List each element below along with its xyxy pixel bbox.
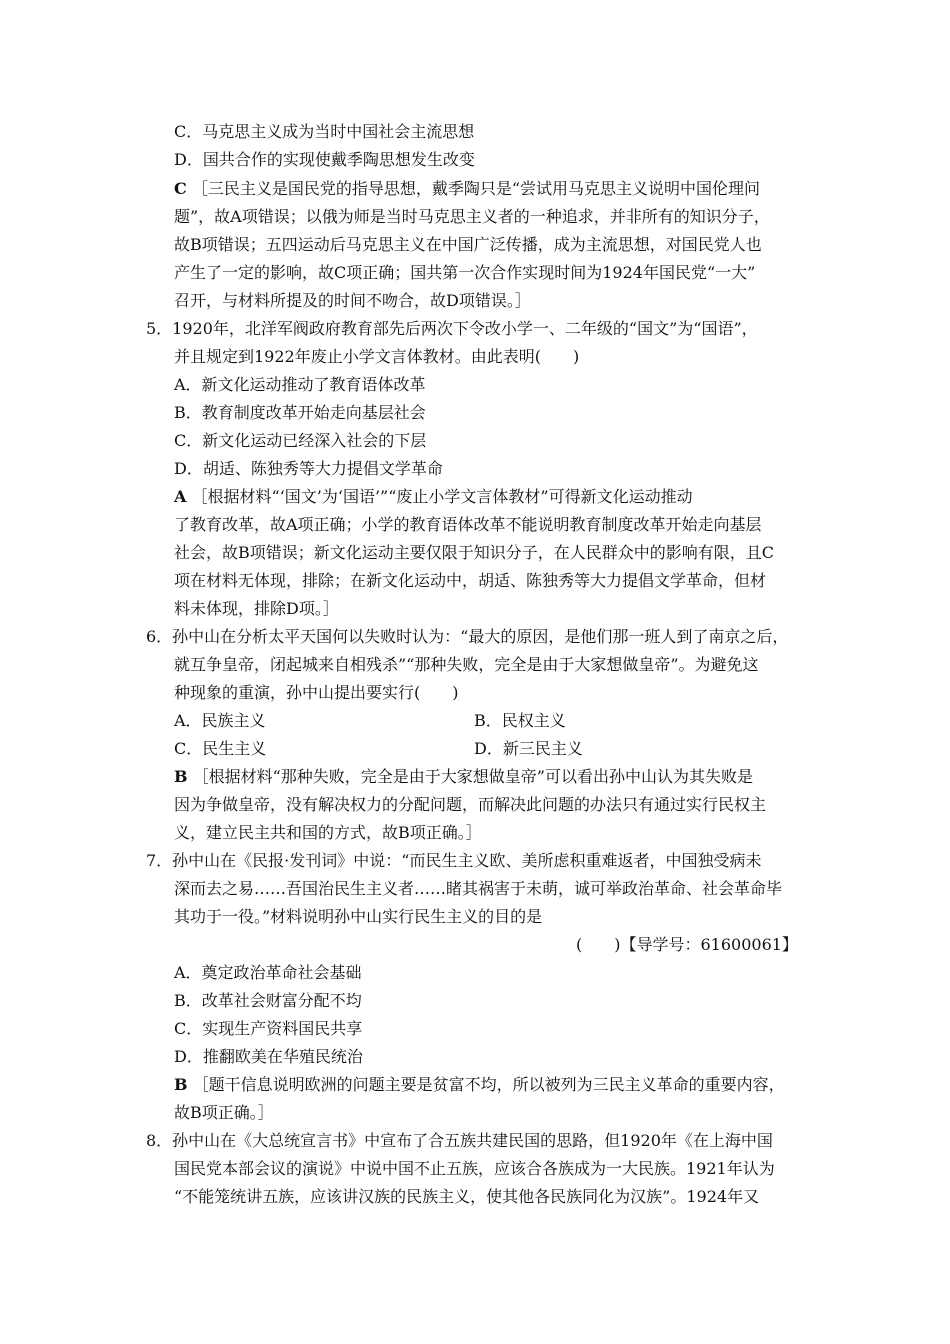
q5-explanation-line-4: 项在材料无体现，排除；在新文化运动中，胡适、陈独秀等大力提倡文学革命，但材 xyxy=(174,571,767,590)
q5-option-a: A．新文化运动推动了教育语体改革 xyxy=(174,375,426,394)
q8-stem-line-3: “不能笼统讲五族，应该讲汉族的民族主义，使其他各民族同化为汉族”。1924年又 xyxy=(174,1187,760,1206)
q7-answer: B xyxy=(174,1075,188,1094)
q7-option-d: D．推翻欧美在华殖民统治 xyxy=(174,1047,363,1066)
q6-stem-line-2: 就互争皇帝，闭起城来自相残杀”“那种失败，完全是由于大家想做皇帝”。为避免这 xyxy=(174,655,759,674)
q7-stem-line-2: 深而去之易……吾国治民生主义者……睹其祸害于未萌，诚可举政治革命、社会革命毕 xyxy=(174,879,783,898)
q4-option-c: C．马克思主义成为当时中国社会主流思想 xyxy=(174,122,475,141)
q7-option-c: C．实现生产资料国民共享 xyxy=(174,1019,363,1038)
q5-explanation-line-3: 社会，故B项错误；新文化运动主要仅限于知识分子，在人民群众中的影响有限，且C xyxy=(174,543,775,562)
q5-explanation-line-5: 料未体现，排除D项。］ xyxy=(174,599,339,618)
q6-option-d: D．新三民主义 xyxy=(474,739,583,758)
q7-explanation-line-2: 故B项正确。］ xyxy=(174,1103,274,1122)
q4-explanation-line-1: C ［三民主义是国民党的指导思想，戴季陶只是“尝试用马克思主义说明中国伦理问 xyxy=(174,179,761,198)
q6-answer: B xyxy=(174,767,188,786)
q5-option-b: B．教育制度改革开始走向基层社会 xyxy=(174,403,426,422)
q4-answer: C xyxy=(174,179,187,198)
q7-explanation-line-1: B ［题干信息说明欧洲的问题主要是贫富不均，所以被列为三民主义革命的重要内容， xyxy=(174,1075,785,1094)
q5-explanation-line-1: A ［根据材料“‘国文’为‘国语’”“废止小学文言体教材”可得新文化运动推动 xyxy=(174,487,693,506)
q6-explanation-line-1: B ［根据材料“那种失败，完全是由于大家想做皇帝”可以看出孙中山认为其失败是 xyxy=(174,767,753,786)
q6-option-a: A．民族主义 xyxy=(174,711,266,730)
q4-explanation-line-4: 产生了一定的影响，故C项正确；国共第一次合作实现时间为1924年国民党“一大” xyxy=(174,263,756,282)
q6-option-c: C．民生主义 xyxy=(174,739,267,758)
q7-option-a: A．奠定政治革命社会基础 xyxy=(174,963,362,982)
q4-explanation-line-5: 召开，与材料所提及的时间不吻合，故D项错误。］ xyxy=(174,291,531,310)
q7-stem-tail: ( )【导学号：61600061】 xyxy=(576,935,798,954)
q6-explanation-line-3: 义，建立民主共和国的方式，故B项正确。］ xyxy=(174,823,482,842)
q5-stem-line-1: 5．1920年，北洋军阀政府教育部先后两次下令改小学一、二年级的“国文”为“国语”， xyxy=(146,319,758,338)
q6-stem-line-1: 6．孙中山在分析太平天国何以失败时认为：“最大的原因，是他们那一班人到了南京之后， xyxy=(146,627,789,646)
q6-explanation-line-2: 因为争做皇帝，没有解决权力的分配问题，而解决此问题的办法只有通过实行民权主 xyxy=(174,795,767,814)
q5-answer: A xyxy=(174,487,187,506)
q7-option-b: B．改革社会财富分配不均 xyxy=(174,991,362,1010)
q8-stem-line-2: 国民党本部会议的演说》中说中国不止五族，应该合各族成为一大民族。1921年认为 xyxy=(174,1159,775,1178)
q7-stem-line-1: 7．孙中山在《民报·发刊词》中说：“而民生主义欧、美所虑积重难返者，中国独受病未 xyxy=(146,851,762,870)
q7-stem-line-3: 其功于一役。”材料说明孙中山实行民生主义的目的是 xyxy=(174,907,543,926)
q8-stem-line-1: 8．孙中山在《大总统宣言书》中宣布了合五族共建民国的思路，但1920年《在上海中国 xyxy=(146,1131,773,1150)
q5-stem-line-2: 并且规定到1922年废止小学文言体教材。由此表明( ) xyxy=(174,347,580,366)
q5-explanation-line-2: 了教育改革，故A项正确；小学的教育语体改革不能说明教育制度改革开始走向基层 xyxy=(174,515,762,534)
q4-option-d: D．国共合作的实现使戴季陶思想发生改变 xyxy=(174,150,475,169)
q5-option-c: C．新文化运动已经深入社会的下层 xyxy=(174,431,427,450)
q6-option-b: B．民权主义 xyxy=(474,711,566,730)
q6-stem-line-3: 种现象的重演，孙中山提出要实行( ) xyxy=(174,683,459,702)
q4-explanation-line-2: 题”，故A项错误；以俄为师是当时马克思主义者的一种追求，并非所有的知识分子， xyxy=(174,207,770,226)
q4-explanation-line-3: 故B项错误；五四运动后马克思主义在中国广泛传播，成为主流思想，对国民党人也 xyxy=(174,235,762,254)
q5-option-d: D．胡适、陈独秀等大力提倡文学革命 xyxy=(174,459,443,478)
